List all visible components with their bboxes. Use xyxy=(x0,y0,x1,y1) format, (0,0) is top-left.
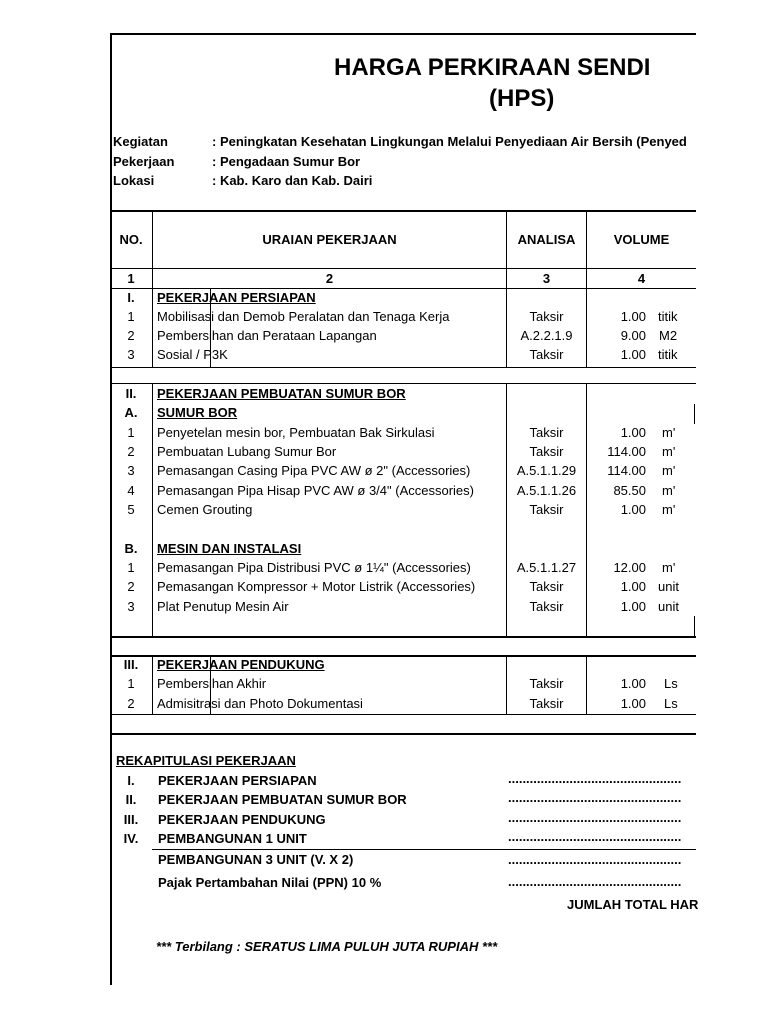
subB-title: MESIN DAN INSTALASI xyxy=(157,541,302,556)
subA-title: SUMUR BOR xyxy=(157,405,238,420)
section2-top-line xyxy=(110,383,696,384)
sA-row4-desc: Pemasangan Pipa Hisap PVC AW ø 3/4" (Accessories) xyxy=(157,483,474,498)
sA-row3-no: 3 xyxy=(127,463,135,478)
s1-row2-no: 2 xyxy=(127,328,135,343)
table-top-line xyxy=(110,210,696,212)
sB-row2-analisa: Taksir xyxy=(529,579,564,594)
section3-title: PEKERJAAN PENDUKUNG xyxy=(157,657,325,672)
recap-row1-dots: ................................................ xyxy=(508,771,682,786)
sA-row1-vol: 1.00 xyxy=(620,425,646,440)
s3-row2-vol: 1.00 xyxy=(620,696,646,711)
s2-right-mark-bottom xyxy=(694,616,695,636)
subA-no: A. xyxy=(124,405,138,420)
sB-row3-desc: Plat Penutup Mesin Air xyxy=(157,599,289,614)
s1-row1-unit: titik xyxy=(658,309,678,324)
info-value-kegiatan: : Peningkatan Kesehatan Lingkungan Melalui Penyediaan Air Bersih (Penyed xyxy=(212,134,687,149)
s2-right-mark-top xyxy=(694,404,695,424)
colnum-3: 3 xyxy=(542,271,551,286)
sB-row2-unit: unit xyxy=(658,579,679,594)
s3-row1-no: 1 xyxy=(127,676,135,691)
sA-row2-no: 2 xyxy=(127,444,135,459)
colnum-4: 4 xyxy=(637,271,646,286)
frame-top-border xyxy=(110,33,696,35)
sB-row3-analisa: Taksir xyxy=(529,599,564,614)
page-title: HARGA PERKIRAAN SENDI xyxy=(334,54,651,81)
info-label-lokasi: Lokasi xyxy=(113,173,155,188)
s1-row1-vol: 1.00 xyxy=(620,309,646,324)
sA-row4-no: 4 xyxy=(127,483,135,498)
recap-row1-no: I. xyxy=(127,773,135,788)
sA-row1-desc: Penyetelan mesin bor, Pembuatan Bak Sirkulasi xyxy=(157,425,435,440)
sA-row4-unit: m' xyxy=(662,483,676,498)
sA-row5-vol: 1.00 xyxy=(620,502,646,517)
s3-row1-unit: Ls xyxy=(664,676,678,691)
s3-row2-unit: Ls xyxy=(664,696,678,711)
s1-row1-no: 1 xyxy=(127,309,135,324)
page-subtitle: (HPS) xyxy=(489,85,555,112)
sA-row2-vol: 114.00 xyxy=(607,444,646,459)
s1-divider-no xyxy=(152,288,153,367)
sB-row2-vol: 1.00 xyxy=(620,579,646,594)
sA-row3-vol: 114.00 xyxy=(607,463,646,478)
s2-divider-no xyxy=(152,383,153,636)
sA-row4-analisa: A.5.1.1.26 xyxy=(516,483,577,498)
info-label-kegiatan: Kegiatan xyxy=(113,134,168,149)
s3-row1-desc: Pembersihan Akhir xyxy=(157,676,267,691)
recap-row4-label: PEMBANGUNAN 1 UNIT xyxy=(158,831,307,846)
s3-row1-analisa: Taksir xyxy=(529,676,564,691)
s1-row3-no: 3 xyxy=(127,347,135,362)
s3-row2-desc: Admisitrasi dan Photo Dokumentasi xyxy=(157,696,363,711)
recap-row3-no: III. xyxy=(123,812,139,827)
s1-row3-desc: Sosial / P3K xyxy=(157,347,228,362)
sA-row1-unit: m' xyxy=(662,425,676,440)
sB-row1-analisa: A.5.1.1.27 xyxy=(516,560,577,575)
colnum-bottom-line xyxy=(110,288,696,289)
section2-bottom-line xyxy=(110,636,696,638)
s1-row1-analisa: Taksir xyxy=(529,309,564,324)
recap-row4-no: IV. xyxy=(123,831,139,846)
recap-row6-dots: ................................................ xyxy=(508,874,682,889)
colnum-1: 1 xyxy=(127,271,135,286)
recap-separator-line xyxy=(152,849,696,850)
s1-row2-vol: 9.00 xyxy=(620,328,646,343)
sB-row1-desc: Pemasangan Pipa Distribusi PVC ø 1¼" (Accessories) xyxy=(157,560,471,575)
section1-bottom-line xyxy=(110,367,696,368)
sA-row1-analisa: Taksir xyxy=(529,425,564,440)
info-label-pekerjaan: Pekerjaan xyxy=(113,154,175,169)
sB-row3-no: 3 xyxy=(127,599,135,614)
section1-title: PEKERJAAN PERSIAPAN xyxy=(157,290,316,305)
colnum-2: 2 xyxy=(325,271,334,286)
recap-row3-dots: ................................................ xyxy=(508,810,682,825)
sB-row1-no: 1 xyxy=(127,560,135,575)
table-bottom-line xyxy=(110,733,696,735)
sA-row2-unit: m' xyxy=(662,444,676,459)
subB-no: B. xyxy=(124,541,138,556)
sB-row2-no: 2 xyxy=(127,579,135,594)
recap-row2-no: II. xyxy=(125,792,137,807)
s3-divider-no xyxy=(152,655,153,714)
s1-row2-analisa: A.2.2.1.9 xyxy=(520,328,573,343)
recap-total-label: JUMLAH TOTAL HAR xyxy=(567,897,699,912)
s1-row1-desc: Mobilisasi dan Demob Peralatan dan Tenaga Kerja xyxy=(157,309,450,324)
sA-row3-analisa: A.5.1.1.29 xyxy=(516,463,577,478)
section2-title: PEKERJAAN PEMBUATAN SUMUR BOR xyxy=(157,386,406,401)
sB-row3-unit: unit xyxy=(658,599,679,614)
terbilang-text: *** Terbilang : SERATUS LIMA PULUH JUTA RUPIAH *** xyxy=(156,939,498,954)
header-volume: VOLUME xyxy=(613,232,670,247)
info-value-pekerjaan: : Pengadaan Sumur Bor xyxy=(212,154,361,169)
sA-row5-desc: Cemen Grouting xyxy=(157,502,253,517)
sA-row5-unit: m' xyxy=(662,502,676,517)
header-analisa: ANALISA xyxy=(517,232,576,247)
recap-row1-label: PEKERJAAN PERSIAPAN xyxy=(158,773,317,788)
section1-no: I. xyxy=(127,290,135,305)
sA-row4-vol: 85.50 xyxy=(613,483,646,498)
sA-row1-no: 1 xyxy=(127,425,135,440)
info-value-lokasi: : Kab. Karo dan Kab. Dairi xyxy=(212,173,373,188)
recap-row4-dots: ................................................ xyxy=(508,829,682,844)
sA-row2-analisa: Taksir xyxy=(529,444,564,459)
sA-row3-desc: Pemasangan Casing Pipa PVC AW ø 2" (Accessories) xyxy=(157,463,471,478)
sB-row3-vol: 1.00 xyxy=(620,599,646,614)
recap-row6-label: Pajak Pertambahan Nilai (PPN) 10 % xyxy=(158,875,382,890)
s3-row1-vol: 1.00 xyxy=(620,676,646,691)
s1-row3-unit: titik xyxy=(658,347,678,362)
header-bottom-line xyxy=(110,268,696,269)
s3-row2-analisa: Taksir xyxy=(529,696,564,711)
sB-row2-desc: Pemasangan Kompressor + Motor Listrik (Accessories) xyxy=(157,579,476,594)
recap-row3-label: PEKERJAAN PENDUKUNG xyxy=(158,812,326,827)
s1-row3-vol: 1.00 xyxy=(620,347,646,362)
sB-row1-unit: m' xyxy=(662,560,676,575)
sA-row5-no: 5 xyxy=(127,502,135,517)
s1-row3-analisa: Taksir xyxy=(529,347,564,362)
sB-row1-vol: 12.00 xyxy=(613,560,646,575)
s1-row2-desc: Pembersihan dan Perataan Lapangan xyxy=(157,328,377,343)
recap-row5-label: PEMBANGUNAN 3 UNIT (V. X 2) xyxy=(158,852,354,867)
section2-no: II. xyxy=(125,386,137,401)
sA-row2-desc: Pembuatan Lubang Sumur Bor xyxy=(157,444,337,459)
header-no: NO. xyxy=(119,232,143,247)
recap-row5-dots: ................................................ xyxy=(508,852,682,867)
recap-title: REKAPITULASI PEKERJAAN xyxy=(116,753,296,768)
sA-row5-analisa: Taksir xyxy=(529,502,564,517)
recap-row2-label: PEKERJAAN PEMBUATAN SUMUR BOR xyxy=(158,792,407,807)
header-uraian: URAIAN PEKERJAAN xyxy=(262,232,397,247)
s1-row2-unit: M2 xyxy=(659,328,678,343)
section3-no: III. xyxy=(123,657,139,672)
s3-row2-no: 2 xyxy=(127,696,135,711)
sA-row3-unit: m' xyxy=(662,463,676,478)
recap-row2-dots: ................................................ xyxy=(508,790,682,805)
section3-bottom-line xyxy=(110,714,696,715)
